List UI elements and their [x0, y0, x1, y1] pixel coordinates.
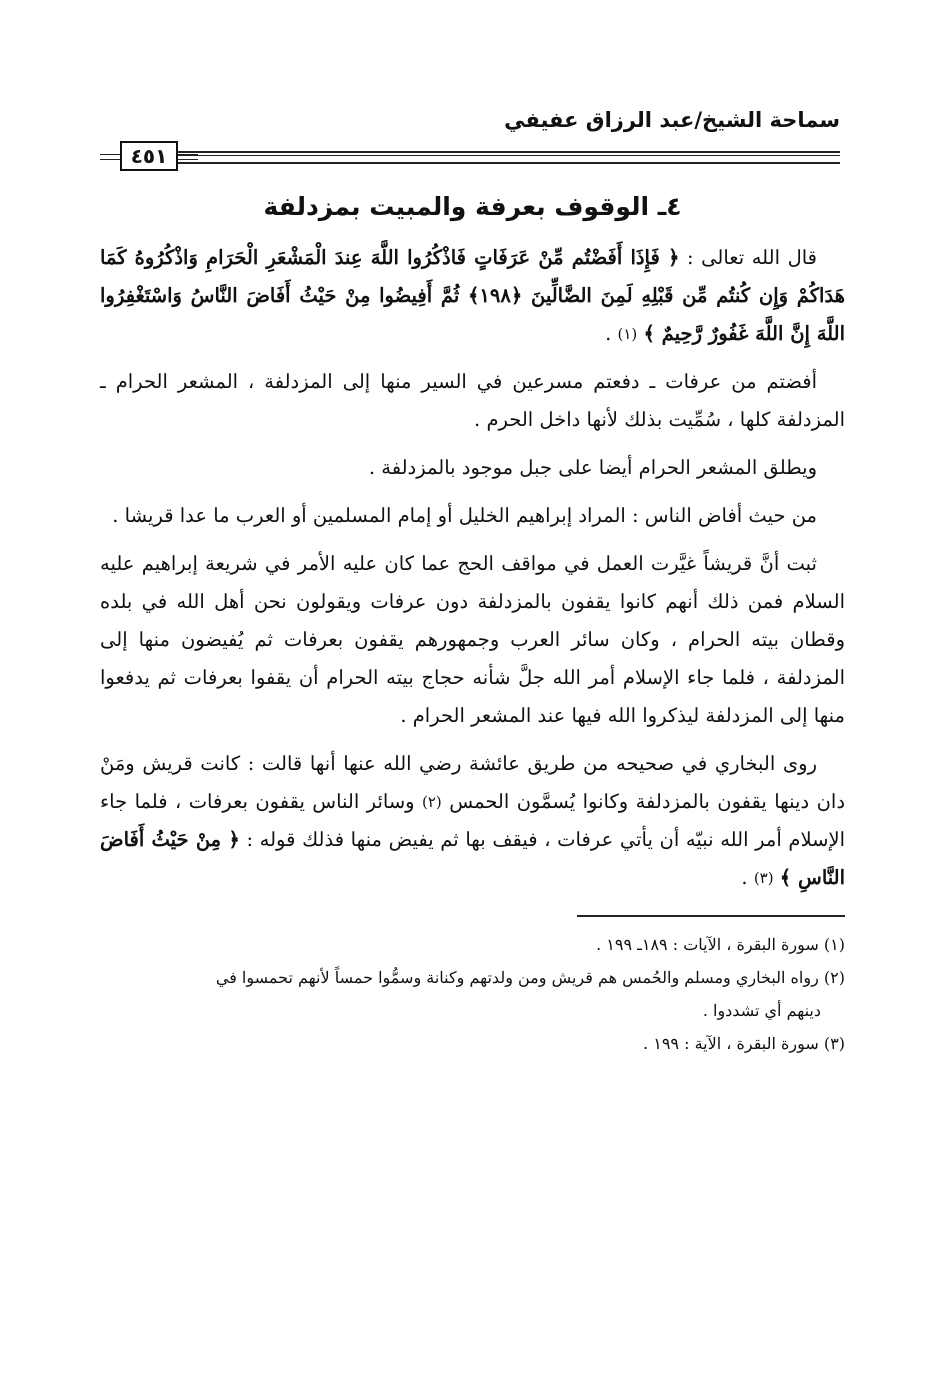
footnote-ref-3: (٣) [753, 869, 774, 887]
page-number: ٤٥١ [120, 141, 178, 171]
hadith-paragraph [100, 745, 845, 897]
explanation-paragraph-3: من حيث أفاض الناس : المراد إبراهيم الخليل أو إمام المسلمين أو العرب ما عدا قريشا . [112, 504, 817, 527]
verse-end: . [605, 322, 618, 345]
footnote-divider [577, 915, 845, 917]
footnote-ref-1: (١) [617, 325, 638, 343]
hadith-text-b: وسائر الناس يقفون بعرفات ، فلما جاء الإسلام أمر الله نبيّه أن يأتي عرفات ، فيقف بها ثم يفيض منها فذلك قوله : [100, 790, 845, 851]
quran-verse: ﴿ فَإِذَا أَفَضْتُم مِّنْ عَرَفَاتٍ فَاذْكُرُوا اللَّهَ عِندَ الْمَشْعَرِ الْحَرَامِ وَاذْكُرُوهُ كَمَا هَدَاكُمْ وَإِن كُنتُم مِّن قَبْلِهِ لَمِنَ الضَّالِّينَ ﴿١٩٨﴾ ثُمَّ أَفِيضُوا مِنْ حَيْثُ أَفَاضَ النَّاسُ وَاسْتَغْفِرُوا اللَّهَ إِنَّ اللَّهَ غَفُورٌ رَّحِيمٌ ﴾ [100, 246, 845, 345]
footnote-2: (٢) رواه البخاري ومسلم والحُمس هم قريش ومن ولدتهم وكنانة وسمُّوا حمساً لأنهم تحمسوا في [215, 968, 845, 987]
footnote-3: (٣) سورة البقرة ، الآية : ١٩٩ . [643, 1034, 845, 1053]
footnote-ref-2: (٢) [422, 793, 442, 811]
hadith-text-a: روى البخاري في صحيحه من طريق عائشة رضي الله عنها أنها قالت : كانت قريش ومَنْ دان دينها يقفون بالمزدلفة وكانوا يُسمَّون الحمس [100, 752, 846, 813]
page-content [100, 192, 845, 1061]
page-header [100, 108, 840, 178]
header-author: سماحة الشيخ/عبد الرزاق عفيفي [504, 108, 840, 132]
section-title: ٤ـ الوقوف بعرفة والمبيت بمزدلفة [263, 192, 682, 221]
verse-intro: قال الله تعالى : [687, 246, 817, 269]
explanation-paragraph-1: أفضتم من عرفات ـ دفعتم مسرعين في السير منها إلى المزدلفة ، المشعر الحرام ـ المزدلفة كلها ، سُمِّيت بذلك لأنها داخل الحرم . [100, 370, 845, 431]
quran-quote: ﴿ مِنْ حَيْثُ أَفَاضَ النَّاسِ ﴾ [100, 828, 845, 889]
explanation-paragraph-2: ويطلق المشعر الحرام أيضا على جبل موجود بالمزدلفة . [368, 456, 817, 479]
verse-paragraph [100, 239, 845, 353]
footnote-2-continued: دينهم أي تشددوا . [702, 1001, 821, 1020]
footnote-1: (١) سورة البقرة ، الآيات : ١٨٩ـ ١٩٩ . [596, 935, 845, 954]
header-rule [178, 151, 840, 164]
hadith-end: . [741, 866, 754, 889]
explanation-paragraph-4: ثبت أنَّ قريشاً غيَّرت العمل في مواقف الحج عما كان عليه الأمر في شريعة إبراهيم عليه السلام فمن ذلك أنهم كانوا يقفون بالمزدلفة دون عرفات ويقولون نحن أهل الله في بلده وقطان بيته الحرام ، وكان سائر العرب وجمهورهم يقفون بعرفات ثم يُفيضون منها إلى المزدلفة ، فلما جاء الإسلام أمر الله جلَّ شأنه حجاج بيته الحرام أن يقفوا بعرفات ثم يدفعوا منها إلى المزدلفة ليذكروا الله فيها عند المشعر الحرام . [100, 552, 845, 727]
